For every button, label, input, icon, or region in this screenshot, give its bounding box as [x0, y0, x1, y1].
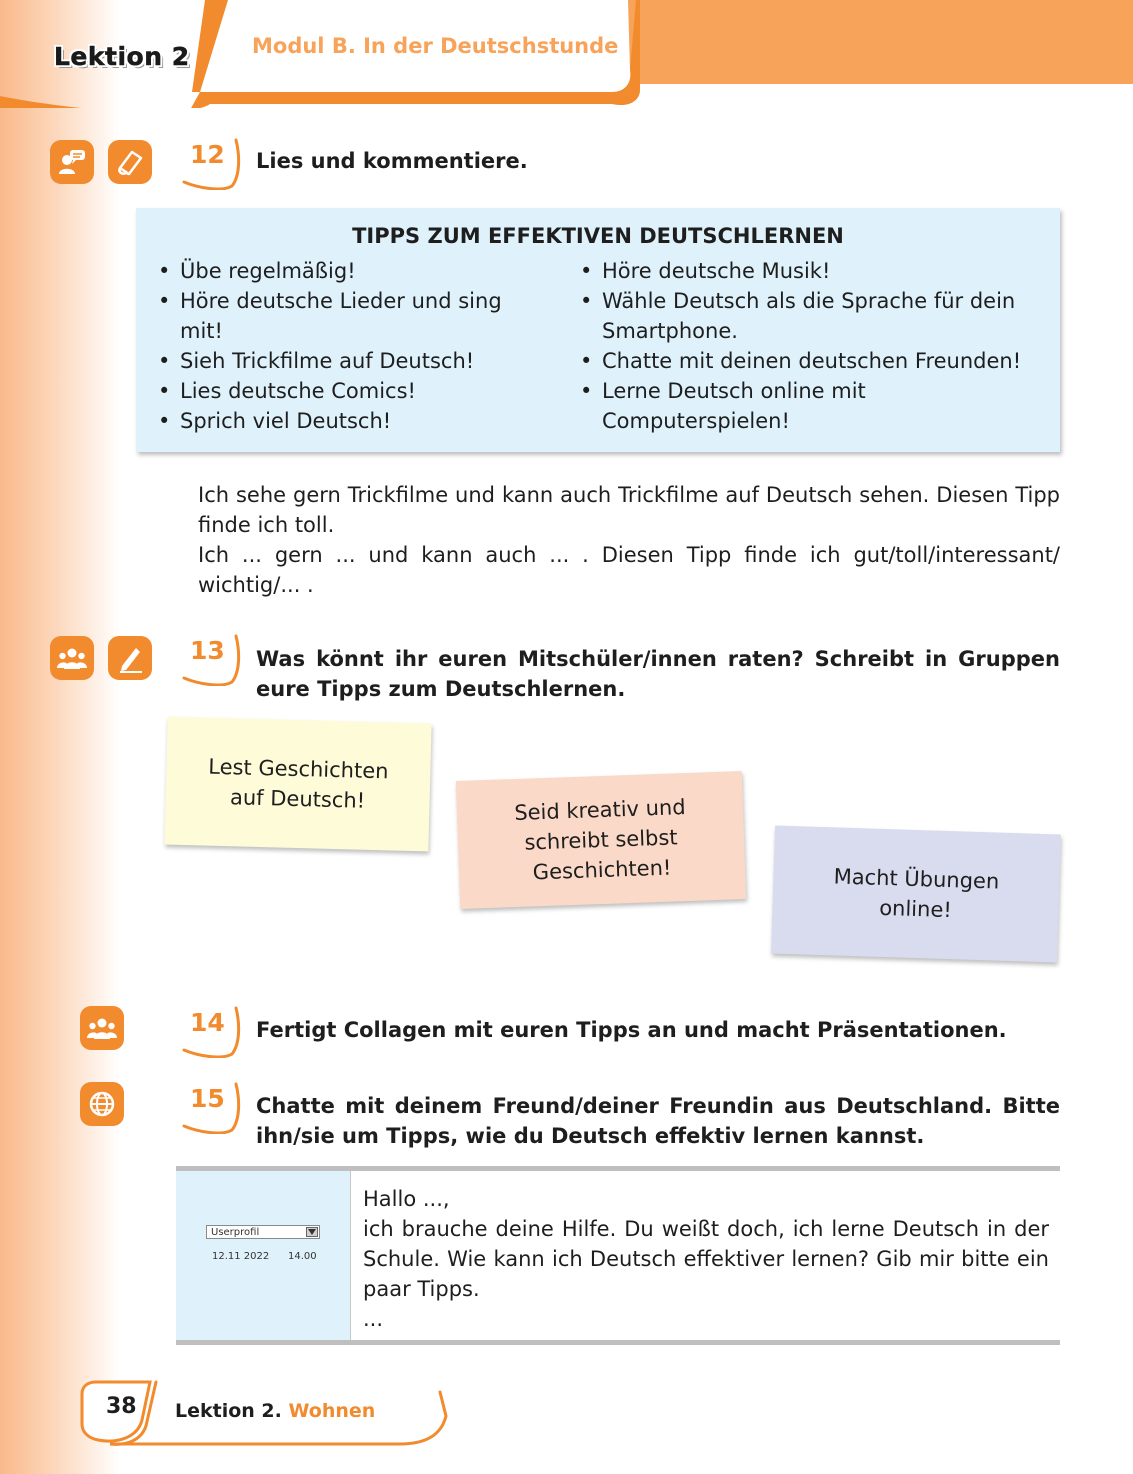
tips-right-list [576, 256, 1050, 436]
chat-greeting: Hallo ..., [363, 1187, 450, 1211]
page-number: 38 [106, 1394, 137, 1419]
footer-lesson-topic: Wohnen [288, 1400, 376, 1422]
book-icon [108, 140, 152, 184]
note-line: Geschichten! [532, 855, 672, 885]
footer-lesson [175, 1400, 375, 1422]
footer-lesson-label: Lektion 2. [175, 1400, 282, 1422]
chat-bottom-border [176, 1340, 1060, 1345]
user-profile-select[interactable] [206, 1225, 320, 1239]
tip-item: • Übe regelmäßig! [154, 256, 538, 286]
chat-message [363, 1184, 1049, 1334]
task-13-instruction: Was könnt ihr euren Mitschüler/innen raten? Schreibt in Gruppen eure Tipps zum Deutschlernen. [256, 647, 1060, 701]
task-12-number: 12 [182, 138, 242, 188]
tip-item: • Wähle Deutsch als die Sprache für dein Smartphone. [576, 286, 1050, 346]
group-icon [50, 636, 94, 680]
user-profile-label: Userprofil [211, 1227, 260, 1238]
tips-title: TIPPS ZUM EFFEKTIVEN DEUTSCHLERNEN [352, 224, 844, 248]
tip-item: • Lerne Deutsch online mit Computerspielen! [576, 376, 1050, 436]
example-text [198, 480, 1060, 600]
sticky-note-yellow [164, 717, 431, 852]
task-15-number: 15 [182, 1082, 242, 1132]
globe-icon [80, 1082, 124, 1126]
task-14-instruction: Fertigt Collagen mit euren Tipps an und macht Präsentationen. [256, 1018, 1007, 1042]
lesson-tab: Lektion 2 [54, 42, 190, 71]
chat-profile-panel [176, 1171, 351, 1340]
note-line: Macht Übungen [833, 864, 1000, 894]
chevron-down-icon[interactable] [306, 1227, 318, 1237]
speech-person-icon [50, 140, 94, 184]
group-icon [80, 1006, 124, 1050]
tip-item: • Höre deutsche Musik! [576, 256, 1050, 286]
note-line: online! [878, 895, 953, 923]
header-bar [560, 0, 1133, 84]
note-line: schreibt selbst [524, 825, 678, 855]
tip-item: • Sprich viel Deutsch! [154, 406, 538, 436]
example-template: Ich ... gern ... und kann auch ... . Diesen Tipp finde ich gut/toll/interessant/ wichtig/... . [198, 543, 1060, 597]
sticky-note-pink [456, 771, 746, 909]
tip-item: • Chatte mit deinen deutschen Freunden! [576, 346, 1050, 376]
tip-item: • Lies deutsche Comics! [154, 376, 538, 406]
chat-date: 12.11 2022 [212, 1251, 270, 1262]
chat-time: 14.00 [288, 1251, 317, 1262]
task-15-instruction: Chatte mit deinem Freund/deiner Freundin aus Deutschland. Bitte ihn/sie um Tipps, wie du Deutsch effektiv lernen kannst. [256, 1094, 1060, 1148]
note-line: Lest Geschichten [207, 754, 389, 784]
note-line: Seid kreativ und [513, 795, 686, 826]
task-13-number: 13 [182, 634, 242, 684]
tips-box [136, 208, 1060, 452]
chat-body: ich brauche deine Hilfe. Du weißt doch, ich lerne Deutsch in der Schule. Wie kann ich Deutsch effektiver lernen? Gib mir bitte ein paar Tipps. [363, 1217, 1049, 1301]
tips-left-list [154, 256, 538, 436]
task-12-instruction: Lies und kommentiere. [256, 149, 528, 173]
module-title: Modul B. In der Deutschstunde [252, 34, 619, 58]
sticky-note-lilac [771, 826, 1061, 963]
tip-item: • Sieh Trickfilme auf Deutsch! [154, 346, 538, 376]
note-line: auf Deutsch! [229, 785, 366, 813]
tip-item: • Höre deutsche Lieder und sing mit! [154, 286, 538, 346]
chat-ellipsis: ... [363, 1307, 384, 1331]
task-14-number: 14 [182, 1006, 242, 1056]
pencil-icon [108, 636, 152, 680]
page-side-gradient [0, 0, 120, 1474]
example-sentence: Ich sehe gern Trickfilme und kann auch Trickfilme auf Deutsch sehen. Diesen Tipp finde ich toll. [198, 483, 1060, 537]
